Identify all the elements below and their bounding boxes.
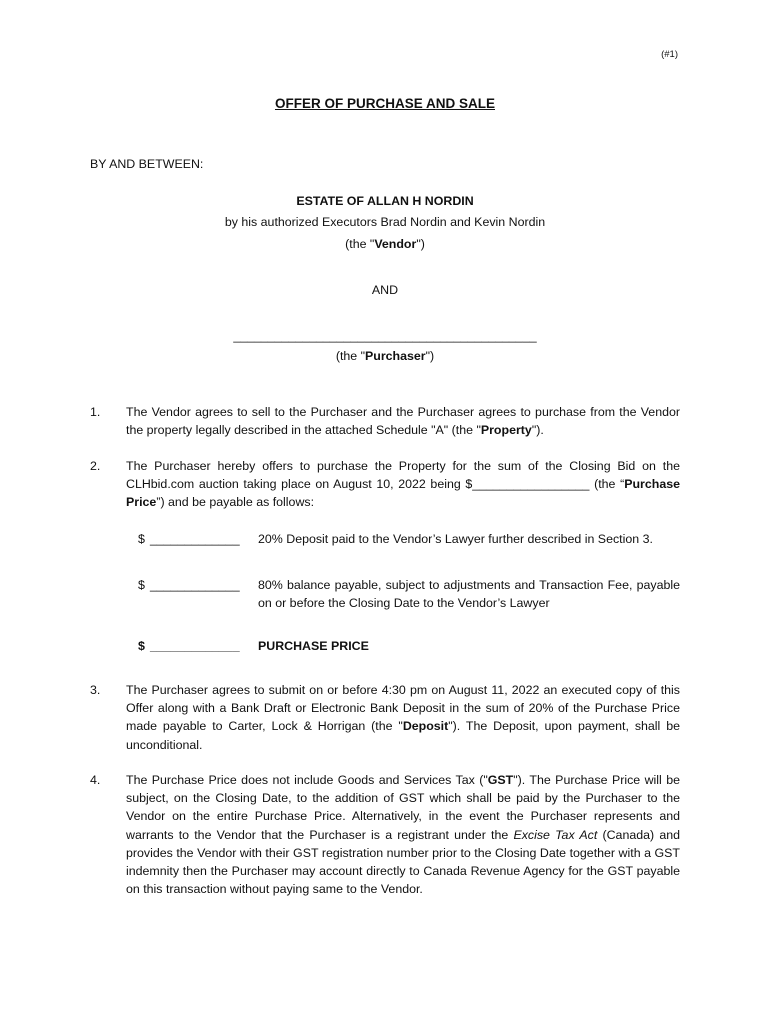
vendor-role-term: Vendor [374,237,417,251]
amount-blank: _____________ [150,532,240,546]
amount-blank: _____________ [150,578,240,592]
and-separator: AND [371,283,399,297]
clause-text: The Vendor agrees to sell to the Purchaser and the Purchaser agrees to purchase from the Vendor the property legally described in the attached Schedule "A" (the "Property"). [126,405,680,438]
clause-text: The Purchaser agrees to submit on or before 4:30 pm on August 11, 2022 an executed copy of this Offer along with a Bank Draft or Electronic Bank Deposit in the sum of 20% of the Purchase Price made payable to Carter, Lock & Horrigan (the "Deposit"). The Deposit, upon payment, shall be unconditional. [126,683,680,752]
clause-text: The Purchase Price does not include Goods and Services Tax ("GST"). The Purchase Price will be subject, on the Closing Date, to the addition of GST which shall be paid by the Purchaser to the Vendor on the entire Purchase Price. Alternatively, in the event the Purchaser represents and warrants to the Vendor that the Purchaser is a registrant under the Excise Tax Act (Canada) and provides the Vendor with their GST registration number prior to the Closing Date together with a GST indemnity then the Purchaser may account directly to Canada Revenue Agency for the GST payable on this transaction without paying same to the Vendor. [126,773,681,897]
purchaser-name-blank: ____________________________________________ [233,329,537,343]
page-number: (#1) [661,49,678,60]
clause-number: 4. [90,773,101,787]
vendor-executors: by his authorized Executors Brad Nordin and Kevin Nordin [224,215,546,229]
vendor-role: (the "Vendor") [345,237,425,251]
document-page: (#1) OFFER OF PURCHASE AND SALE BY AND BETWEEN: ESTATE OF ALLAN H NORDIN by his authorized Executors Brad Nordin and Kevin Nordin (the "Vendor") AND ____________________________________________ (the "Purchaser") 1. The Vendor agrees to sell to the Purchaser and the Purchaser agrees to purchase from the Vendor the property legally described in the attached Schedule "A" (the "Property"). 2. The Purchaser hereby offers to purchase the Property for the sum of the Closing Bid on the CLHbid.com auction taking place on August 10, 2022 being $_________________ (the “Purchase Price”) and be payable as follows: $ _____________ 20% Deposit paid to the Vendor’s Lawyer further described in Section 3. $ _____________ 80% balance payable, subject to adjustments and Transaction Fee, payable on or before the Closing Date to the Vendor’s Lawyer $ _____________ PURCHASE PRICE 3. The Purchaser agrees to submit on or before 4:30 pm on August 11, 2022 an executed copy of this Offer along with a Bank Draft or Electronic Bank Deposit in the sum of 20% of the Purchase Price made payable to Carter, Lock & Horrigan (the "Deposit"). The Deposit, upon payment, shall be unconditional. 4. The Purchase Price does not include Goods and Services Tax ("GST"). The Purchase Price will be subject, on the Closing Date, to the addition of GST which shall be paid by the Purchaser to the Vendor on the entire Purchase Price. Alternatively, in the event the Purchaser represents and warrants to the Vendor that the Purchaser is a registrant under the Excise Tax Act (Canada) and provides the Vendor with their GST registration number prior to the Closing Date together with a GST indemnity then the Purchaser may account directly to Canada Revenue Agency for the GST payable on this transaction without paying same to the Vendor. [0,0,770,1024]
clause-number: 2. [90,459,101,473]
clause-number: 3. [90,683,101,697]
payment-description: 20% Deposit paid to the Vendor’s Lawyer further described in Section 3. [258,532,653,546]
vendor-name: ESTATE OF ALLAN H NORDIN [296,194,474,208]
clause-number: 1. [90,405,101,419]
amount-blank: _____________ [150,639,240,653]
payment-description: 80% balance payable, subject to adjustments and Transaction Fee, payable on or before the Closing Date to the Vendor’s Lawyer [258,578,680,611]
document-title: OFFER OF PURCHASE AND SALE [274,96,495,111]
purchaser-role: (the "Purchaser") [335,349,435,363]
payment-description: PURCHASE PRICE [258,639,369,653]
parties-intro: BY AND BETWEEN: [90,157,204,171]
purchaser-role-term: Purchaser [365,349,426,363]
clause-text: The Purchaser hereby offers to purchase the Property for the sum of the Closing Bid on the CLHbid.com auction taking place on August 10, 2022 being $_________________ (the “Purchase Price”) and be payable as follows: [126,459,680,510]
